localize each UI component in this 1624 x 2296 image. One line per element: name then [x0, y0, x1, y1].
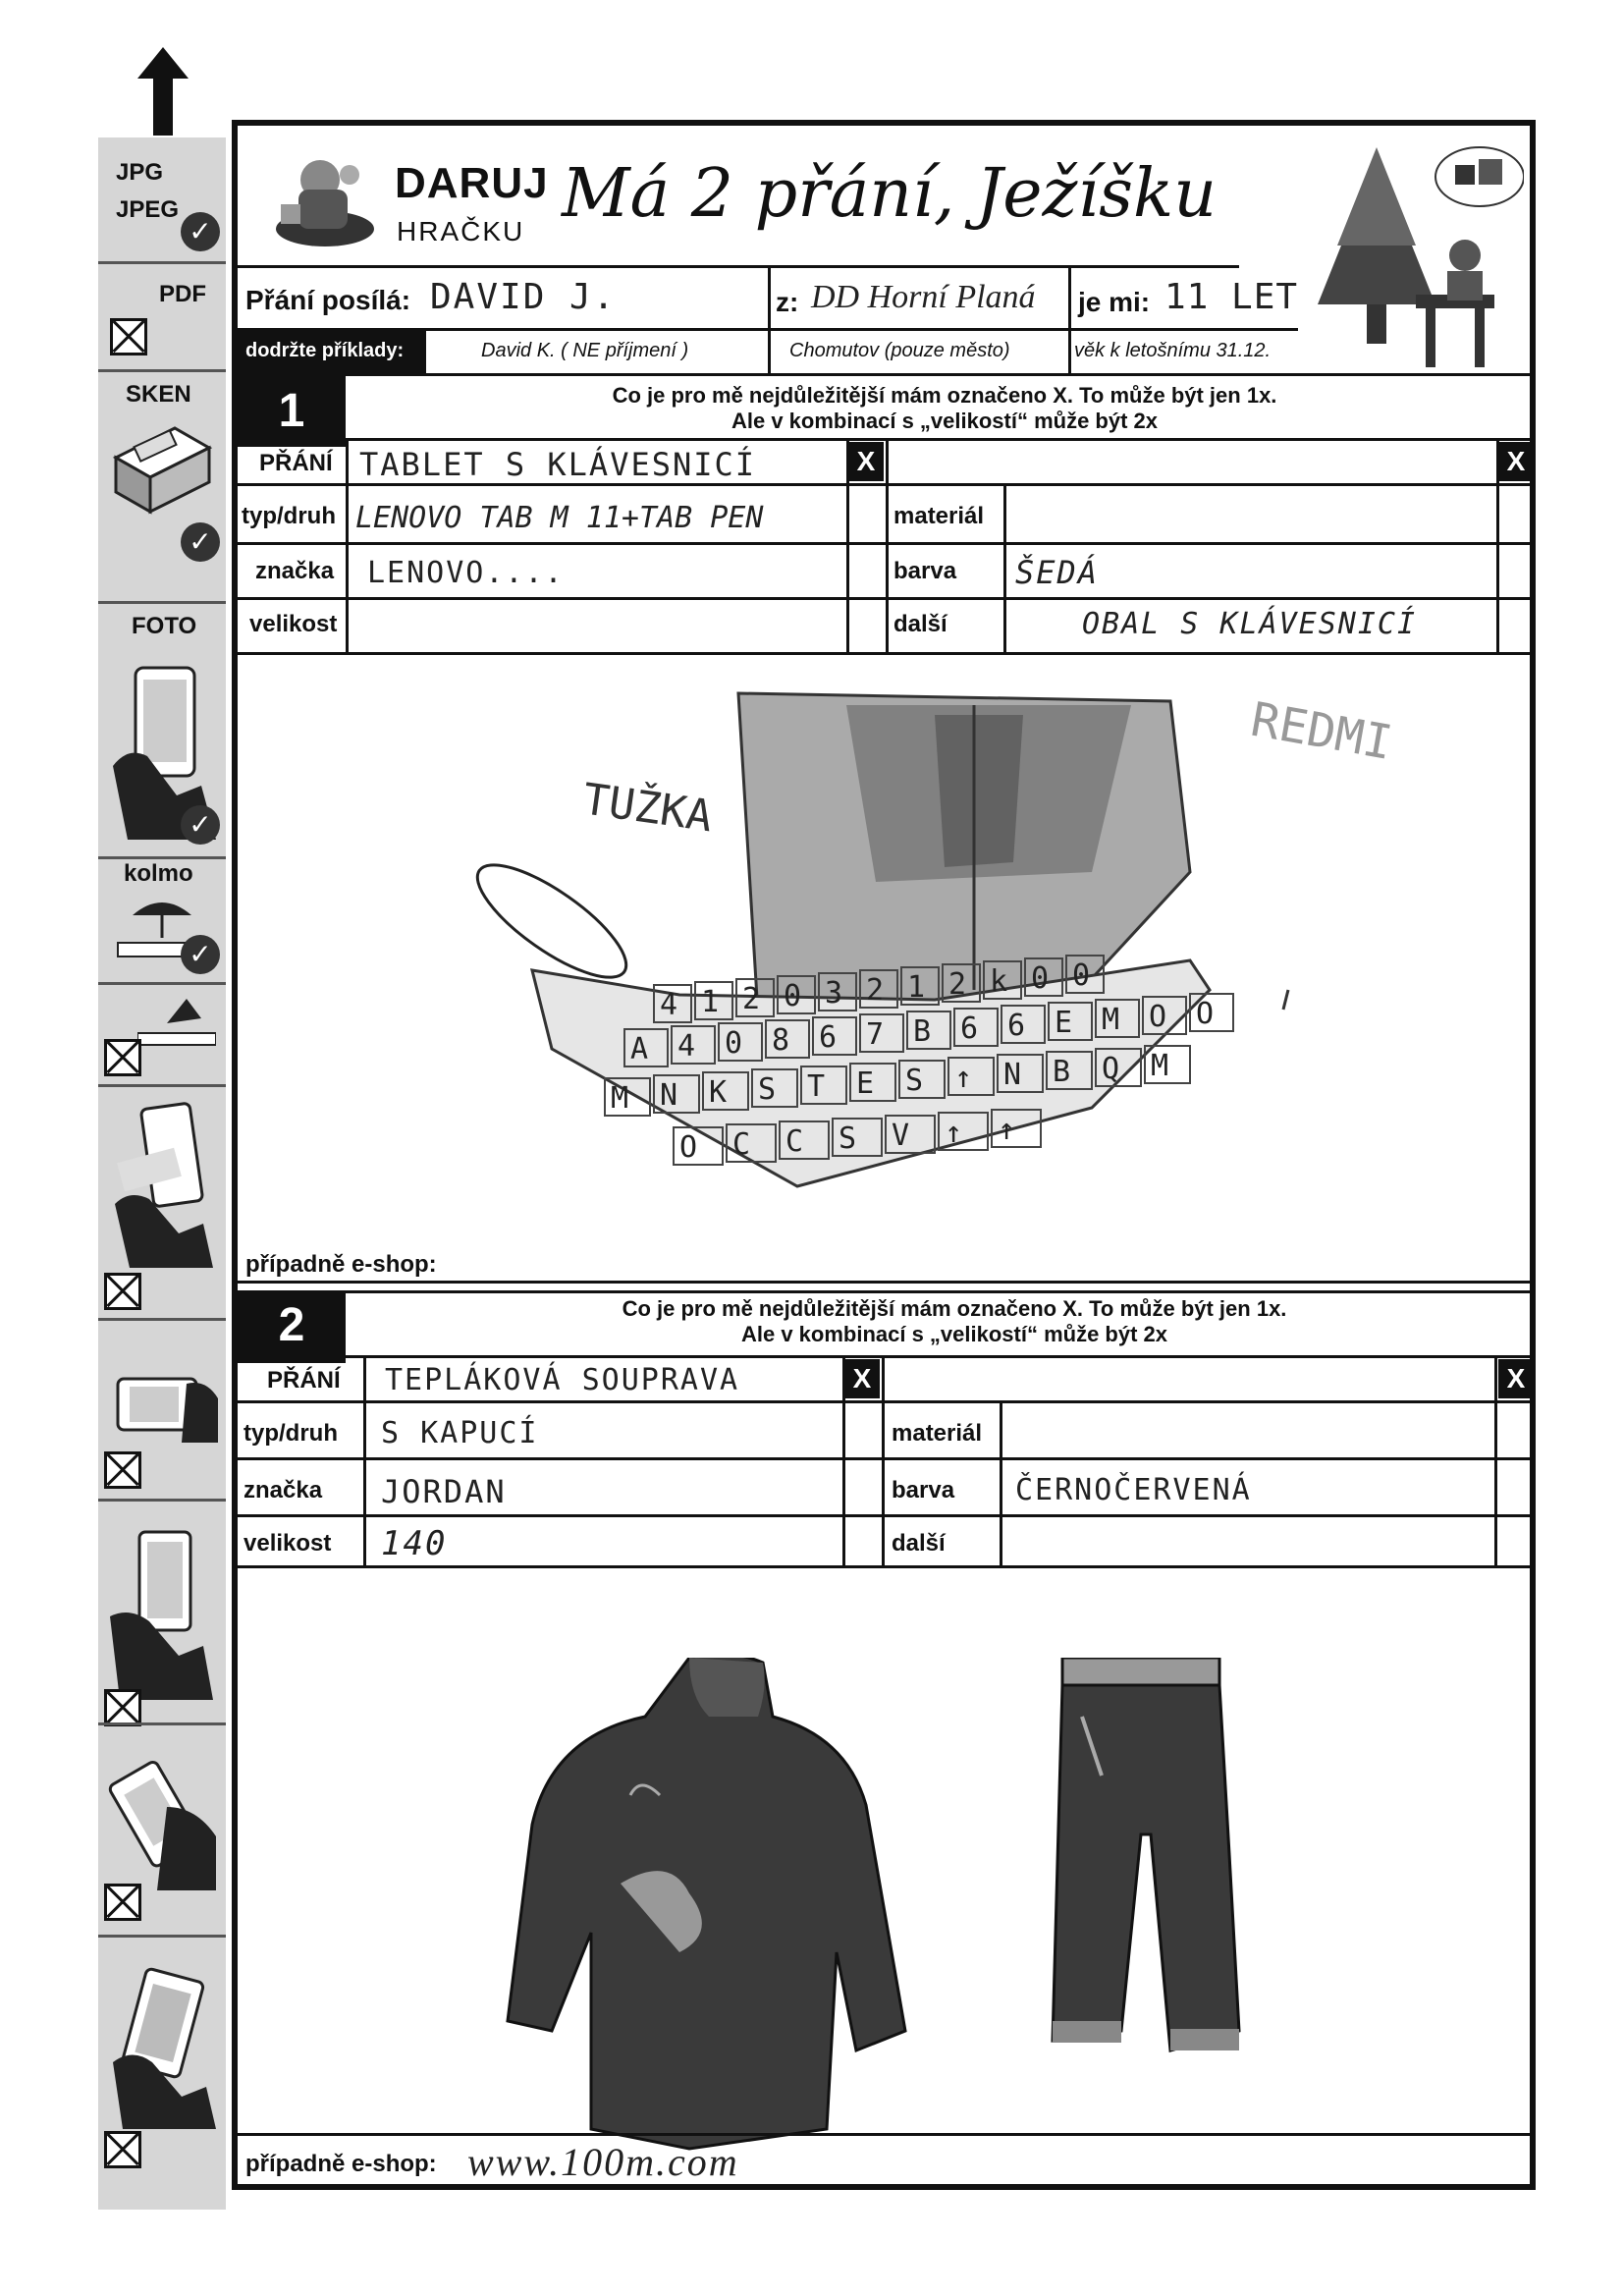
keyboard-key-label: ↑: [954, 1061, 973, 1095]
wish-2-priority-x-left[interactable]: X: [844, 1359, 880, 1398]
keyboard-key-label: 0: [1031, 961, 1050, 996]
keyboard-key-label: E: [856, 1066, 875, 1101]
wish-2-prani-value[interactable]: TEPLÁKOVÁ SOUPRAVA: [385, 1363, 740, 1397]
wish-2-barva-value[interactable]: ČERNOČERVENÁ: [1015, 1473, 1252, 1507]
wish-1-znacka-label: značka: [255, 558, 335, 584]
example-name: David K. ( NE příjmení ): [481, 340, 689, 361]
keyboard-key-label: O: [1149, 1000, 1167, 1034]
form-title: Má 2 přání, Ježíšku: [562, 155, 1217, 233]
keyboard-key-label: N: [660, 1078, 678, 1113]
phone-rotated-cross-icon: [104, 1884, 141, 1921]
phone-horizontal-cross-icon: [104, 1451, 141, 1489]
keyboard-key-label: 4: [677, 1029, 696, 1064]
keyboard-key-label: 1: [701, 985, 720, 1019]
keyboard-key-label: M: [611, 1081, 629, 1116]
place-label: z:: [776, 287, 799, 317]
sken-check-icon: ✓: [181, 522, 220, 562]
keyboard-key-label: E: [1055, 1006, 1073, 1040]
wish-1-drawing: [385, 676, 1465, 1265]
logo-text-daruj: DARUJ: [395, 159, 549, 207]
keyboard-key-label: N: [1003, 1058, 1022, 1092]
wish-1-typ-value[interactable]: LENOVO TAB M 11+TAB PEN: [355, 501, 764, 535]
foto-label: FOTO: [132, 613, 197, 639]
keyboard-key-label: B: [1053, 1055, 1071, 1089]
wish-2-number: 2: [238, 1290, 346, 1363]
sken-label: SKEN: [126, 381, 191, 408]
wish-1-barva-label: barva: [893, 558, 957, 584]
kolmo-check-icon: ✓: [181, 935, 220, 974]
keyboard-key-label: V: [892, 1119, 910, 1153]
christmas-tree-illustration: [1318, 137, 1524, 373]
keyboard-key-label: 7: [866, 1017, 885, 1052]
example-age: věk k letošnímu 31.12.: [1074, 340, 1272, 361]
phone-dark-cross-icon: [104, 2131, 141, 2168]
age-label: je mi:: [1078, 287, 1151, 317]
pdf-cross-icon: [110, 318, 147, 355]
keyboard-key-label: 1: [907, 970, 926, 1005]
jpg-label: JPG: [116, 159, 164, 186]
wish-1-priority-x-left[interactable]: X: [848, 442, 884, 481]
wish-2-znacka-label: značka: [244, 1477, 323, 1503]
wish-2-typ-value[interactable]: S KAPUCÍ: [381, 1416, 539, 1450]
wish-2-eshop-value[interactable]: www.100m.com: [467, 2140, 739, 2184]
keyboard-key-label: T: [807, 1069, 826, 1104]
keyboard-key-label: K: [709, 1075, 728, 1110]
keyboard-key-label: S: [758, 1072, 777, 1107]
age-value: 11 LET: [1164, 277, 1299, 317]
wish-1-prani-value[interactable]: TABLET S KLÁVESNICÍ: [359, 446, 757, 483]
wish-2-znacka-value[interactable]: JORDAN: [381, 1473, 507, 1510]
wish-2-priority-x-right[interactable]: X: [1498, 1359, 1534, 1398]
keyboard-key-label: C: [785, 1124, 804, 1159]
phone-angled-cross-icon: [104, 1273, 141, 1310]
wish-2-dalsi-label: další: [892, 1530, 946, 1557]
example-place: Chomutov (pouze město): [789, 340, 1010, 361]
jpg-check-icon: ✓: [181, 212, 220, 251]
keyboard-key-label: Q: [1102, 1052, 1120, 1086]
phone-partial-cross-icon: [104, 1689, 141, 1726]
keyboard-key-label: A: [630, 1032, 649, 1066]
keyboard-key-label: 6: [1007, 1009, 1026, 1043]
keyboard-key-label: 2: [866, 973, 885, 1008]
kolmo-label: kolmo: [124, 860, 193, 887]
place-value: DD Horní Planá: [811, 279, 1036, 315]
daruj-hracku-logo: [271, 145, 379, 253]
keyboard-key-label: S: [839, 1121, 857, 1156]
wish-form: [232, 120, 1536, 2190]
sender-name-value: DAVID J.: [430, 277, 617, 317]
wish-2-velikost-value[interactable]: 140: [381, 1524, 448, 1563]
keyboard-key-label: 2: [742, 982, 761, 1016]
keyboard-key-label: 4: [660, 988, 678, 1022]
wish-2-velikost-label: velikost: [244, 1530, 332, 1557]
phone-dark-icon: [108, 1964, 221, 2136]
keyboard-key-label: 8: [772, 1023, 790, 1058]
keyboard-key-label: 0: [1072, 958, 1091, 993]
wish-1-typ-label: typ/druh: [242, 503, 336, 529]
keyboard-key-label: O: [1196, 997, 1215, 1031]
keyboard-key-label: 0: [725, 1026, 743, 1061]
phone-angled-icon: [110, 1096, 218, 1278]
logo-text-hracku: HRAČKU: [397, 216, 525, 246]
keyboard-key-label: O: [679, 1130, 698, 1165]
tilted-cross-icon: [104, 1039, 141, 1076]
wish-1-eshop-label: případně e-shop:: [245, 1251, 437, 1278]
phone-partial-icon: [110, 1528, 218, 1710]
pen-note: TUŽKA: [579, 774, 716, 843]
wish-1-dalsi-label: další: [893, 611, 947, 637]
keyboard-key-label: 3: [825, 976, 843, 1011]
wish-1-instruction: Co je pro mě nejdůležitější mám označeno X. To může být jen 1x. Ale v kombinací s „velikostí“ může být 2x: [612, 383, 1277, 433]
keyboard-key-label: C: [732, 1127, 751, 1162]
wish-1-material-label: materiál: [893, 503, 985, 529]
upload-arrow-icon: [137, 47, 189, 136]
keyboard-key-label: M: [1151, 1049, 1169, 1083]
examples-label: dodržte příklady:: [245, 340, 405, 361]
wish-1-dalsi-value[interactable]: OBAL S KLÁVESNICÍ: [1082, 607, 1418, 641]
keyboard-key-label: 6: [960, 1011, 979, 1046]
brand-note: REDMI: [1246, 691, 1396, 771]
wish-2-drawing: [395, 1658, 1377, 2208]
jpeg-label: JPEG: [116, 196, 180, 223]
phone-horizontal-icon: [108, 1369, 221, 1452]
wish-1-number: 1: [238, 376, 346, 447]
wish-1-prani-label: PŘÁNÍ: [259, 450, 333, 476]
scanner-icon: [106, 418, 214, 521]
wish-2-material-label: materiál: [892, 1420, 983, 1447]
pdf-label: PDF: [159, 281, 206, 307]
keyboard-key-label: ↑: [998, 1113, 1016, 1147]
wish-1-velikost-label: velikost: [249, 611, 338, 637]
wish-2-instruction: Co je pro mě nejdůležitější mám označeno X. To může být jen 1x. Ale v kombinací s „velikostí“ může být 2x: [622, 1296, 1287, 1346]
keyboard-key-label: 6: [819, 1020, 838, 1055]
tilted-camera-icon: [137, 994, 216, 1058]
keyboard-key-label: B: [913, 1014, 932, 1049]
keyboard-key-label: S: [905, 1064, 924, 1098]
format-instructions-sidebar: [98, 137, 226, 2210]
wish-2-prani-label: PŘÁNÍ: [267, 1367, 341, 1394]
phone-rotated-icon: [108, 1748, 221, 1900]
wish-1-barva-value[interactable]: ŠEDÁ: [1015, 554, 1100, 591]
wish-2-typ-label: typ/druh: [244, 1420, 338, 1447]
wish-1-znacka-value[interactable]: LENOVO....: [367, 556, 565, 590]
keyboard-key-label: k: [990, 964, 1008, 999]
keyboard-key-label: 2: [948, 967, 967, 1002]
wish-2-barva-label: barva: [892, 1477, 955, 1503]
keyboard-key-label: 0: [784, 979, 802, 1013]
keyboard-key-label: ↑: [945, 1116, 963, 1150]
wish-1-priority-x-right[interactable]: X: [1498, 442, 1534, 481]
keyboard-key-label: M: [1102, 1003, 1120, 1037]
sender-label: Přání posílá:: [245, 285, 411, 315]
foto-check-icon: ✓: [181, 805, 220, 845]
wish-2-eshop-label: případně e-shop:: [245, 2151, 437, 2177]
